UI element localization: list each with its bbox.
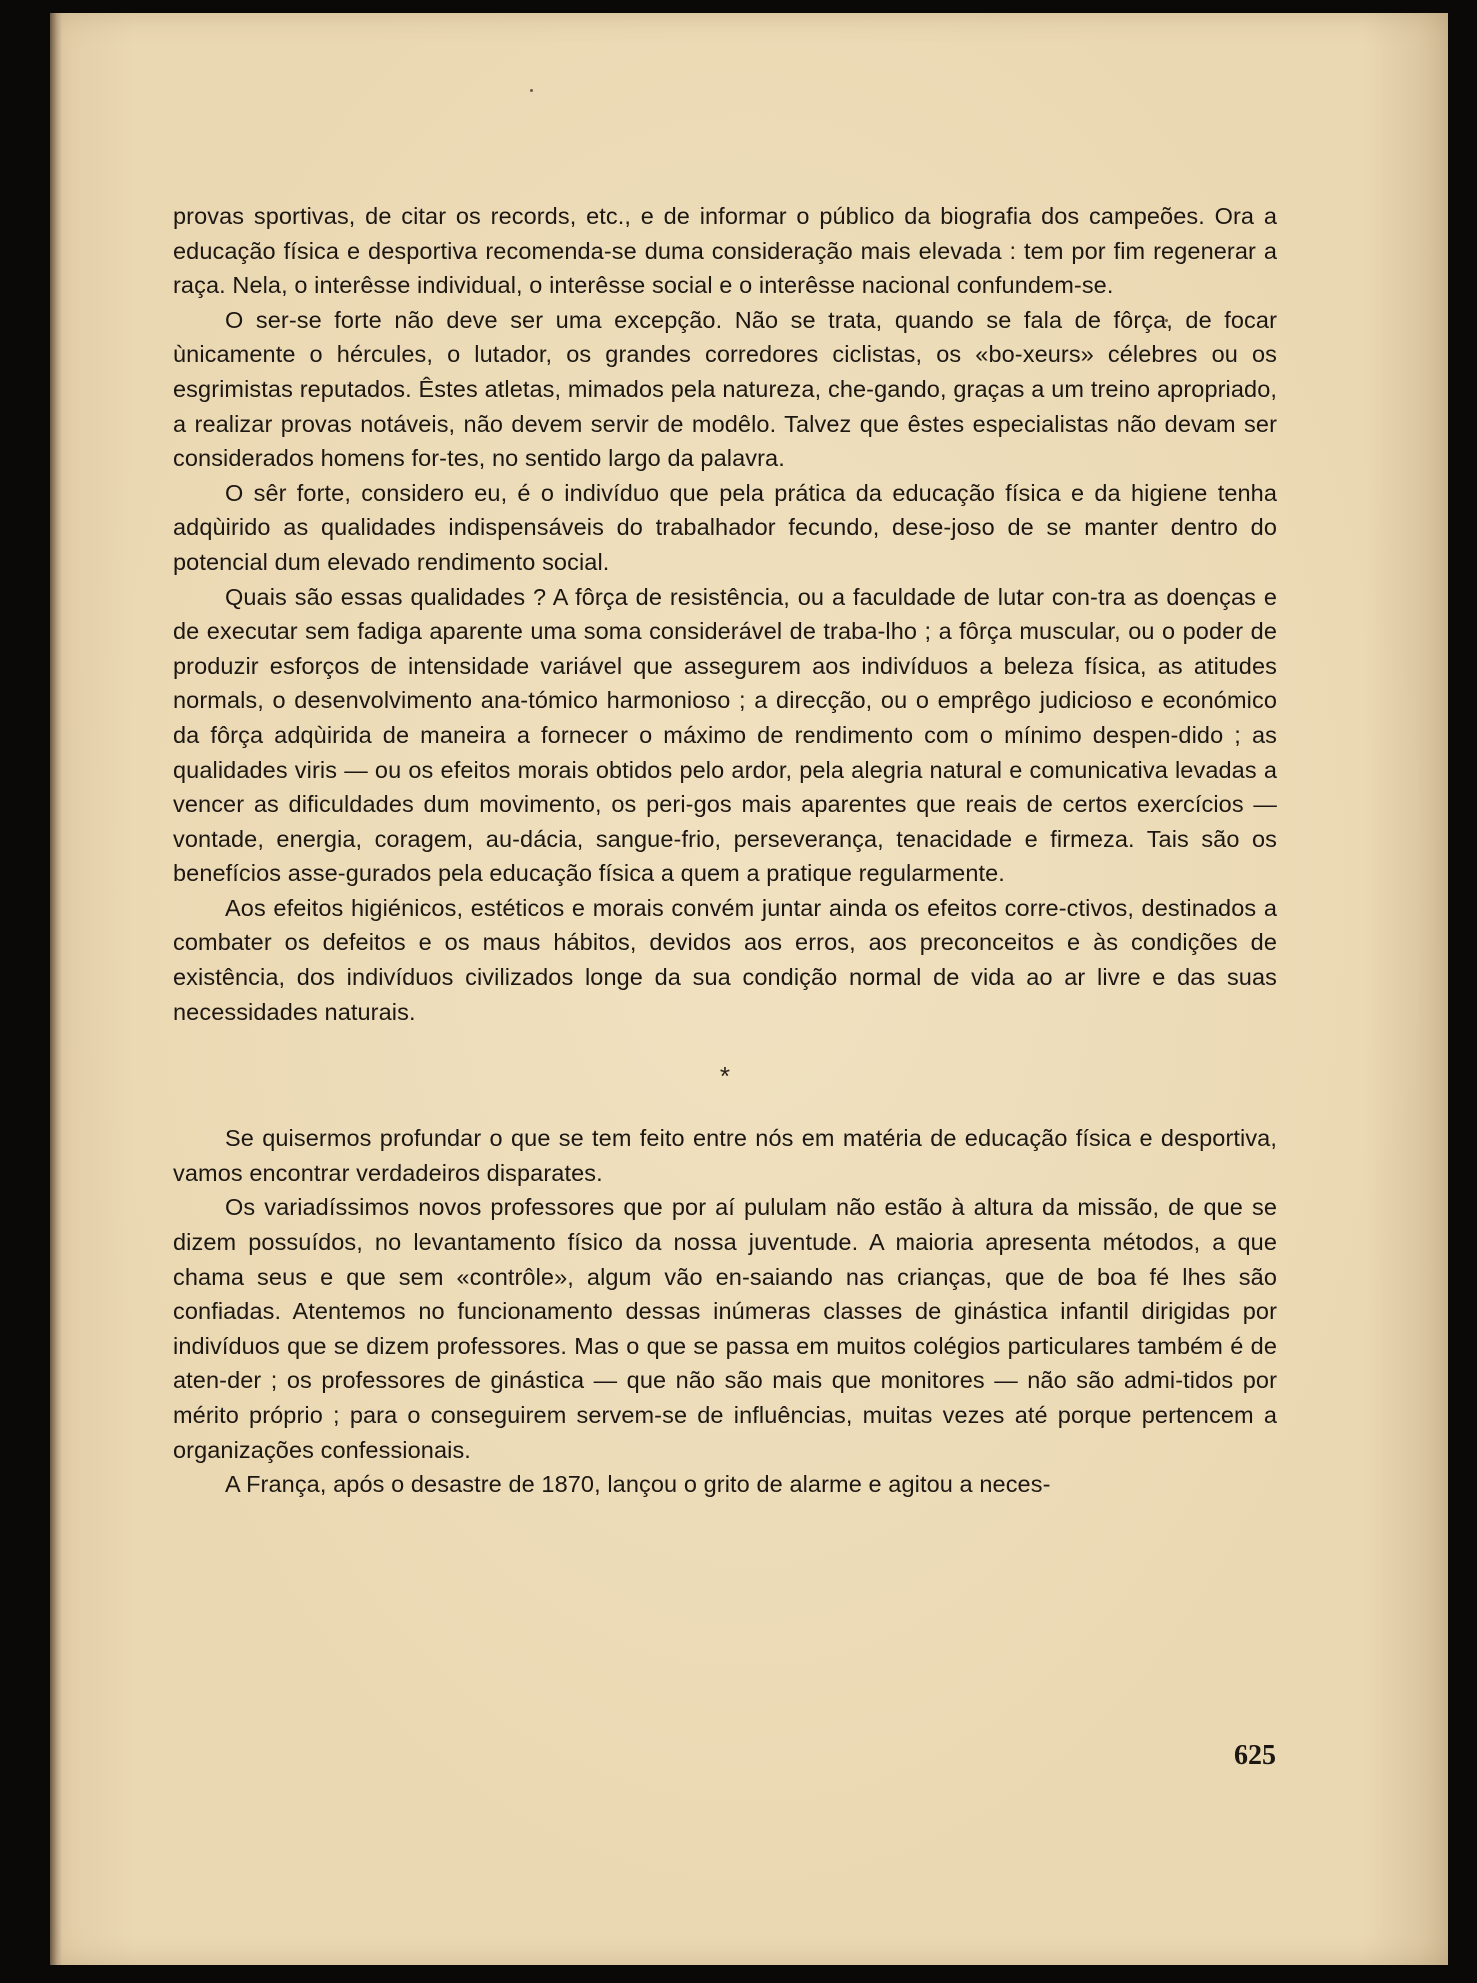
- paragraph: O sêr forte, considero eu, é o indivíduo que pela prática da educação física e da higiene tenha adqùirido as qualidades indispensáveis do trabalhador fecundo, dese-joso de se manter dentro do potencial dum elevado rendimento social.: [173, 479, 1277, 575]
- page-number: 625: [1234, 1740, 1276, 1771]
- paragraph: provas sportivas, de citar os records, etc., e de informar o público da biografia dos campeões. Ora a educação física e desportiva recomenda-se duma consideração mais elevada : tem por fim regenerar a raça. Nela, o interêsse individual, o interêsse social e o interêsse nacional confundem-se.: [173, 203, 1277, 299]
- section-separator: *: [719, 1061, 731, 1092]
- paragraph: O ser-se forte não deve ser uma excepção. Não se trata, quando se fala de fôrça, de focar ùnicamente o hércules, o lutador, os grandes corredores ciclistas, os «bo-xeurs» célebres ou os esgrimistas reputados. Êstes atletas, mimados pela natureza, che-gando, graças a um treino apropriado, a realizar provas notáveis, não devem servir de modêlo. Talvez que êstes especialistas não devam ser considerados homens for-tes, no sentido largo da palavra.: [173, 306, 1277, 472]
- paragraph: Aos efeitos higiénicos, estéticos e morais convém juntar ainda os efeitos corre-ctivos, destinados a combater os defeitos e os maus hábitos, devidos aos erros, aos preconceitos e às condições de existência, dos indivíduos civilizados longe da sua condição normal de vida ao ar livre e das suas necessidades naturais.: [173, 894, 1277, 1025]
- paragraph: Quais são essas qualidades ? A fôrça de resistência, ou a faculdade de lutar con-tra as doenças e de executar sem fadiga aparente uma soma considerável de traba-lho ; a fôrça muscular, ou o poder de produzir esforços de intensidade variável que assegurem aos indivíduos a beleza física, as atitudes normals, o desenvolvimento ana-tómico harmonioso ; a direcção, ou o emprêgo judicioso e económico da fôrça adqùirida de maneira a fornecer o máximo de rendimento com o mínimo despen-dido ; as qualidades viris — ou os efeitos morais obtidos pelo ardor, pela alegria natural e comunicativa levadas a vencer as dificuldades dum movimento, os peri-gos mais aparentes que reais de certos exercícios — vontade, energia, coragem, au-dácia, sangue-frio, perseverança, tenacidade e firmeza. Tais são os benefícios asse-gurados pela educação física a quem a pratique regularmente.: [173, 583, 1277, 887]
- book-page: [50, 13, 1448, 1965]
- body-text: [173, 199, 1277, 1502]
- paragraph: Se quisermos profundar o que se tem feito entre nós em matéria de educação física e desportiva, vamos encontrar verdadeiros disparates.: [173, 1125, 1277, 1186]
- paper-speck: [530, 89, 533, 92]
- paragraph: A França, após o desastre de 1870, lançou o grito de alarme e agitou a neces-: [225, 1471, 1051, 1498]
- page-binding-edge: [50, 13, 62, 1965]
- paragraph: Os variadíssimos novos professores que por aí pululam não estão à altura da missão, de que se dizem possuídos, no levantamento físico da nossa juventude. A maioria apresenta métodos, a que chama seus e que sem «contrôle», algum vão en-saiando nas crianças, que de boa fé lhes são confiadas. Atentemos no funcionamento dessas inúmeras classes de ginástica infantil dirigidas por indivíduos que se dizem professores. Mas o que se passa em muitos colégios particulares também é de aten-der ; os professores de ginástica — que não são mais que monitores — não são admi-tidos por mérito próprio ; para o conseguirem servem-se de influências, muitas vezes até porque pertencem a organizações confessionais.: [173, 1194, 1277, 1463]
